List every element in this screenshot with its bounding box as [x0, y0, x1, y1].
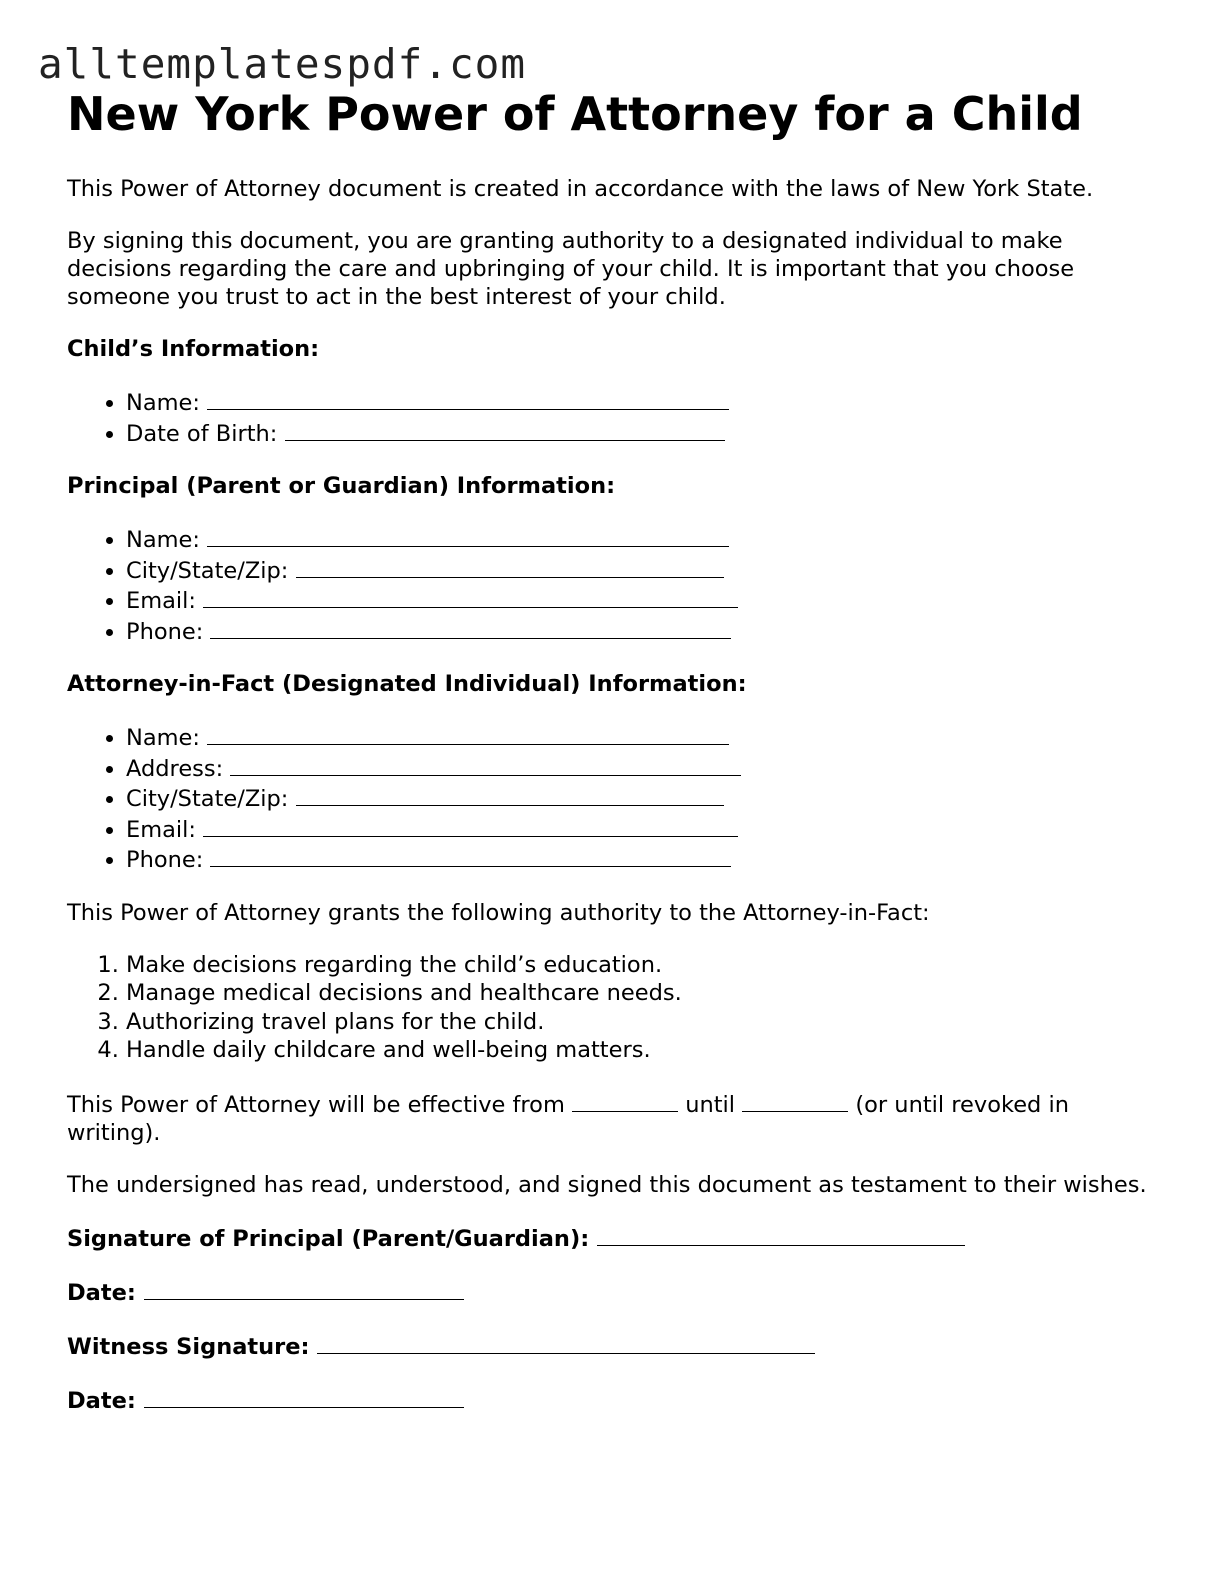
principal-name-field[interactable]: [207, 524, 729, 547]
attorney-address-label: Address:: [126, 755, 224, 782]
principal-phone-field[interactable]: [210, 616, 731, 639]
child-name-label: Name:: [126, 390, 200, 416]
statement-paragraph: The undersigned has read, understood, and signed this document as testament to their wishes.: [67, 1171, 1147, 1198]
document-title: New York Power of Attorney for a Child: [67, 87, 1083, 141]
witness-signature-field[interactable]: [317, 1331, 815, 1354]
watermark: alltemplatespdf.com: [38, 40, 526, 88]
effective-suffix: (or until revoked in writing).: [67, 1091, 1069, 1146]
child-dob-label: Date of Birth:: [126, 420, 278, 447]
principal-email-label: Email:: [126, 588, 197, 614]
authority-intro: This Power of Attorney grants the following authority to the Attorney-in-Fact:: [67, 899, 930, 926]
list-item: [126, 783, 1147, 814]
attorney-email-label: Email:: [126, 816, 197, 843]
attorney-phone-label: Phone:: [126, 847, 204, 873]
effective-until-field[interactable]: [742, 1089, 848, 1112]
attorney-city-field[interactable]: [296, 783, 724, 806]
list-item: [126, 387, 1147, 418]
principal-date-label: Date:: [67, 1279, 136, 1306]
list-item: [126, 753, 1147, 784]
list-item: [126, 524, 1147, 555]
principal-date-row: [67, 1277, 1147, 1307]
child-info-list: [67, 387, 1147, 448]
effective-middle: until: [685, 1091, 736, 1118]
attorney-phone-field[interactable]: [210, 844, 731, 867]
attorney-info-heading: Attorney-in-Fact (Designated Individual) Information:: [67, 671, 747, 697]
effective-from-field[interactable]: [572, 1089, 678, 1112]
witness-date-field[interactable]: [144, 1385, 464, 1408]
list-item: [126, 585, 1147, 616]
principal-signature-row: [67, 1223, 1147, 1253]
witness-signature-row: [67, 1331, 1147, 1361]
principal-info-heading: Principal (Parent or Guardian) Information:: [67, 473, 616, 499]
list-item: [126, 616, 1147, 647]
witness-signature-label: Witness Signature:: [67, 1333, 310, 1360]
principal-city-label: City/State/Zip:: [126, 557, 289, 584]
principal-signature-field[interactable]: [597, 1223, 965, 1246]
principal-signature-label: Signature of Principal (Parent/Guardian):: [67, 1225, 590, 1252]
list-item: [126, 722, 1147, 753]
child-info-heading: Child’s Information:: [67, 336, 320, 362]
power-item: 2. Manage medical decisions and healthcare needs.: [126, 979, 1147, 1008]
child-dob-field[interactable]: [285, 418, 725, 441]
purpose-paragraph: By signing this document, you are granting authority to a designated individual to make decisions regarding the care and upbringing of your child. It is important that you choose someone you trust to act in the best interest of your child.: [67, 228, 1075, 310]
attorney-name-field[interactable]: [207, 722, 729, 745]
powers-list: [67, 951, 1147, 1065]
principal-info-list: [67, 524, 1147, 646]
witness-date-label: Date:: [67, 1387, 136, 1414]
principal-email-field[interactable]: [203, 585, 738, 608]
power-item: 4. Handle daily childcare and well-being matters.: [126, 1036, 1147, 1065]
child-name-field[interactable]: [207, 387, 729, 410]
attorney-city-label: City/State/Zip:: [126, 786, 289, 812]
power-item: 3. Authorizing travel plans for the child.: [126, 1008, 1147, 1037]
list-item: [126, 814, 1147, 845]
principal-phone-label: Phone:: [126, 618, 204, 645]
list-item: [126, 418, 1147, 449]
list-item: [126, 844, 1147, 875]
witness-date-row: [67, 1385, 1147, 1415]
principal-date-field[interactable]: [144, 1277, 464, 1300]
attorney-address-field[interactable]: [230, 753, 741, 776]
intro-paragraph: This Power of Attorney document is created in accordance with the laws of New York State.: [67, 176, 1094, 202]
effective-prefix: This Power of Attorney will be effective from: [67, 1091, 565, 1118]
attorney-info-list: [67, 722, 1147, 875]
principal-city-field[interactable]: [296, 555, 724, 578]
principal-name-label: Name:: [126, 527, 200, 553]
document-page: [67, 85, 1147, 1415]
attorney-email-field[interactable]: [203, 814, 738, 837]
power-item: 1. Make decisions regarding the child’s education.: [126, 951, 1147, 980]
attorney-name-label: Name:: [126, 725, 200, 751]
effective-period: [67, 1089, 1147, 1147]
list-item: [126, 555, 1147, 586]
